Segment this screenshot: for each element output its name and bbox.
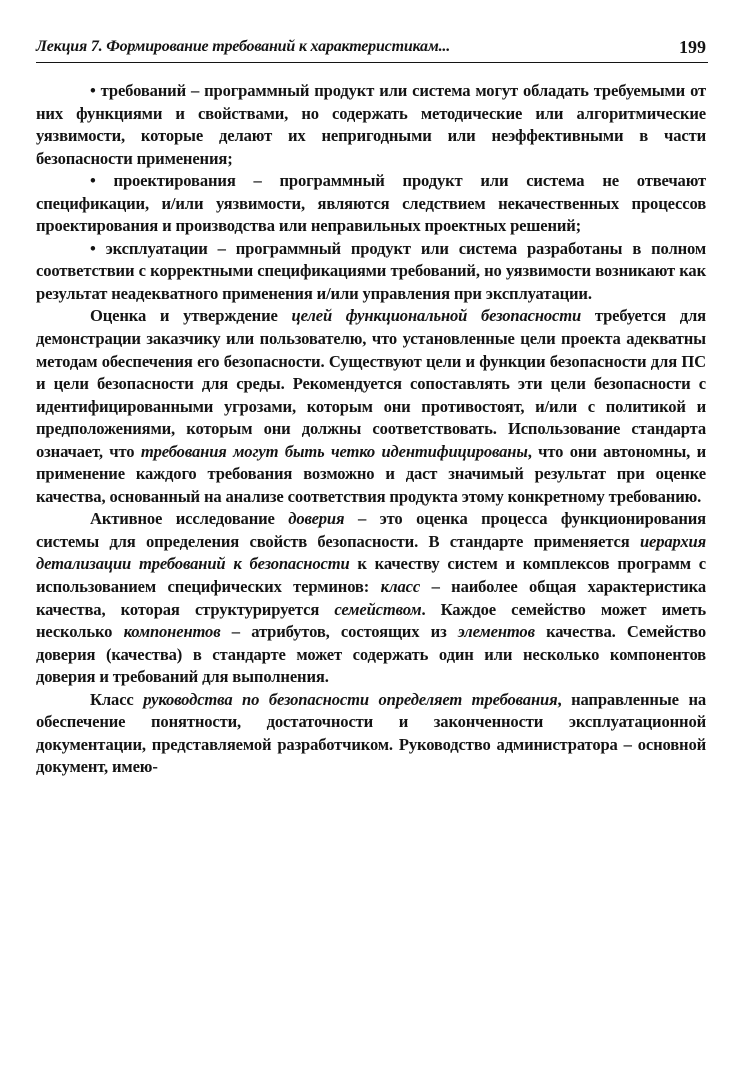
emphasis-term: класс: [380, 577, 421, 597]
text-run: Класс: [90, 689, 144, 709]
bullet-item-operation: [36, 238, 706, 306]
bullet-icon: •: [90, 81, 96, 100]
text-run: к качеству систем и комплексов программ с использованием специфических терминов:: [36, 554, 706, 597]
emphasis-term: руководства по безопасности определяет требования: [143, 689, 558, 709]
bullet-item-design: [36, 170, 706, 238]
paragraph-functional-safety-goals: [36, 305, 706, 508]
text-run: – наиболее общая характеристика качества, которая структурируется: [36, 577, 706, 619]
emphasis-term: целей функциональной безопасности: [291, 306, 582, 326]
bullet-text: проектирования – программный продукт или система не отвечают спецификации, и/или уязвимости, являются следствием некачественных процессов проектирования и производства или неправильных проектных решений;: [36, 171, 707, 236]
page-body: [36, 80, 706, 779]
bullet-item-requirements: [36, 80, 706, 170]
emphasis-term: иерархия детализации требований к безопасности: [36, 531, 706, 574]
bullet-icon: •: [90, 171, 96, 191]
text-run: требуется для демонстрации заказчику или пользователю, что установленные цели проекта адекватны методам обеспечения его безопасности. Существуют цели и функции безопасности для ПС и цели безопасности для среды. Рекомендуется сопоставлять эти цели безопасности с идентифицированными угрозами, которым они противостоят, и/или с политикой и предположениями, которым они должны соответствовать. Использование стандарта означает, что: [36, 306, 707, 461]
text-run: – это оценка процесса функционирования системы для определения свойств безопасности. В стандарте применяется: [36, 509, 706, 551]
running-title: Лекция 7. Формирование требований к характеристикам...: [36, 38, 450, 55]
paragraph-security-guidance-class: [36, 689, 706, 779]
page-number: 199: [679, 37, 706, 57]
text-run: – атрибутов, состоящих из: [220, 622, 458, 642]
emphasis-term: компонентов: [123, 622, 221, 642]
emphasis-term: требования могут быть четко идентифицированы: [140, 441, 528, 461]
text-run: , направленные на обеспечение понятности, достаточности и законченности эксплуатационной документации, представляемой разработчиком. Руководство администратора – основной документ, имею-: [36, 689, 706, 777]
bullet-icon: •: [90, 238, 96, 258]
text-run: . Каждое семейство может иметь несколько: [36, 599, 706, 642]
emphasis-term: элементов: [457, 622, 535, 642]
emphasis-term: доверия: [288, 509, 345, 529]
bullet-text: эксплуатации – программный продукт или система разработаны в полном соответствии с корректными спецификациями требований, но уязвимости возникают как результат неадекватного применения и/или управления при эксплуатации.: [36, 238, 706, 303]
page-header: [36, 36, 708, 63]
text-run: Оценка и утверждение: [90, 306, 292, 326]
bullet-text: требований – программный продукт или система могут обладать требуемыми от них функциями и свойствами, но содержать методические или алгоритмические уязвимости, которые делают их непригодными или неэффективными в части безопасности применения;: [36, 81, 706, 168]
text-run: Активное исследование: [90, 509, 289, 529]
text-run: , что они автономны, и применение каждого требования возможно и даст значимый результат при оценке качества, основанный на анализе соответствия продукта этому конкретному требованию.: [36, 441, 707, 506]
text-run: качества. Семейство доверия (качества) в стандарте может содержать один или несколько компонентов доверия и требований для выполнения.: [36, 622, 706, 687]
emphasis-term: семейством: [334, 599, 422, 619]
paragraph-trust-research: [36, 508, 706, 688]
